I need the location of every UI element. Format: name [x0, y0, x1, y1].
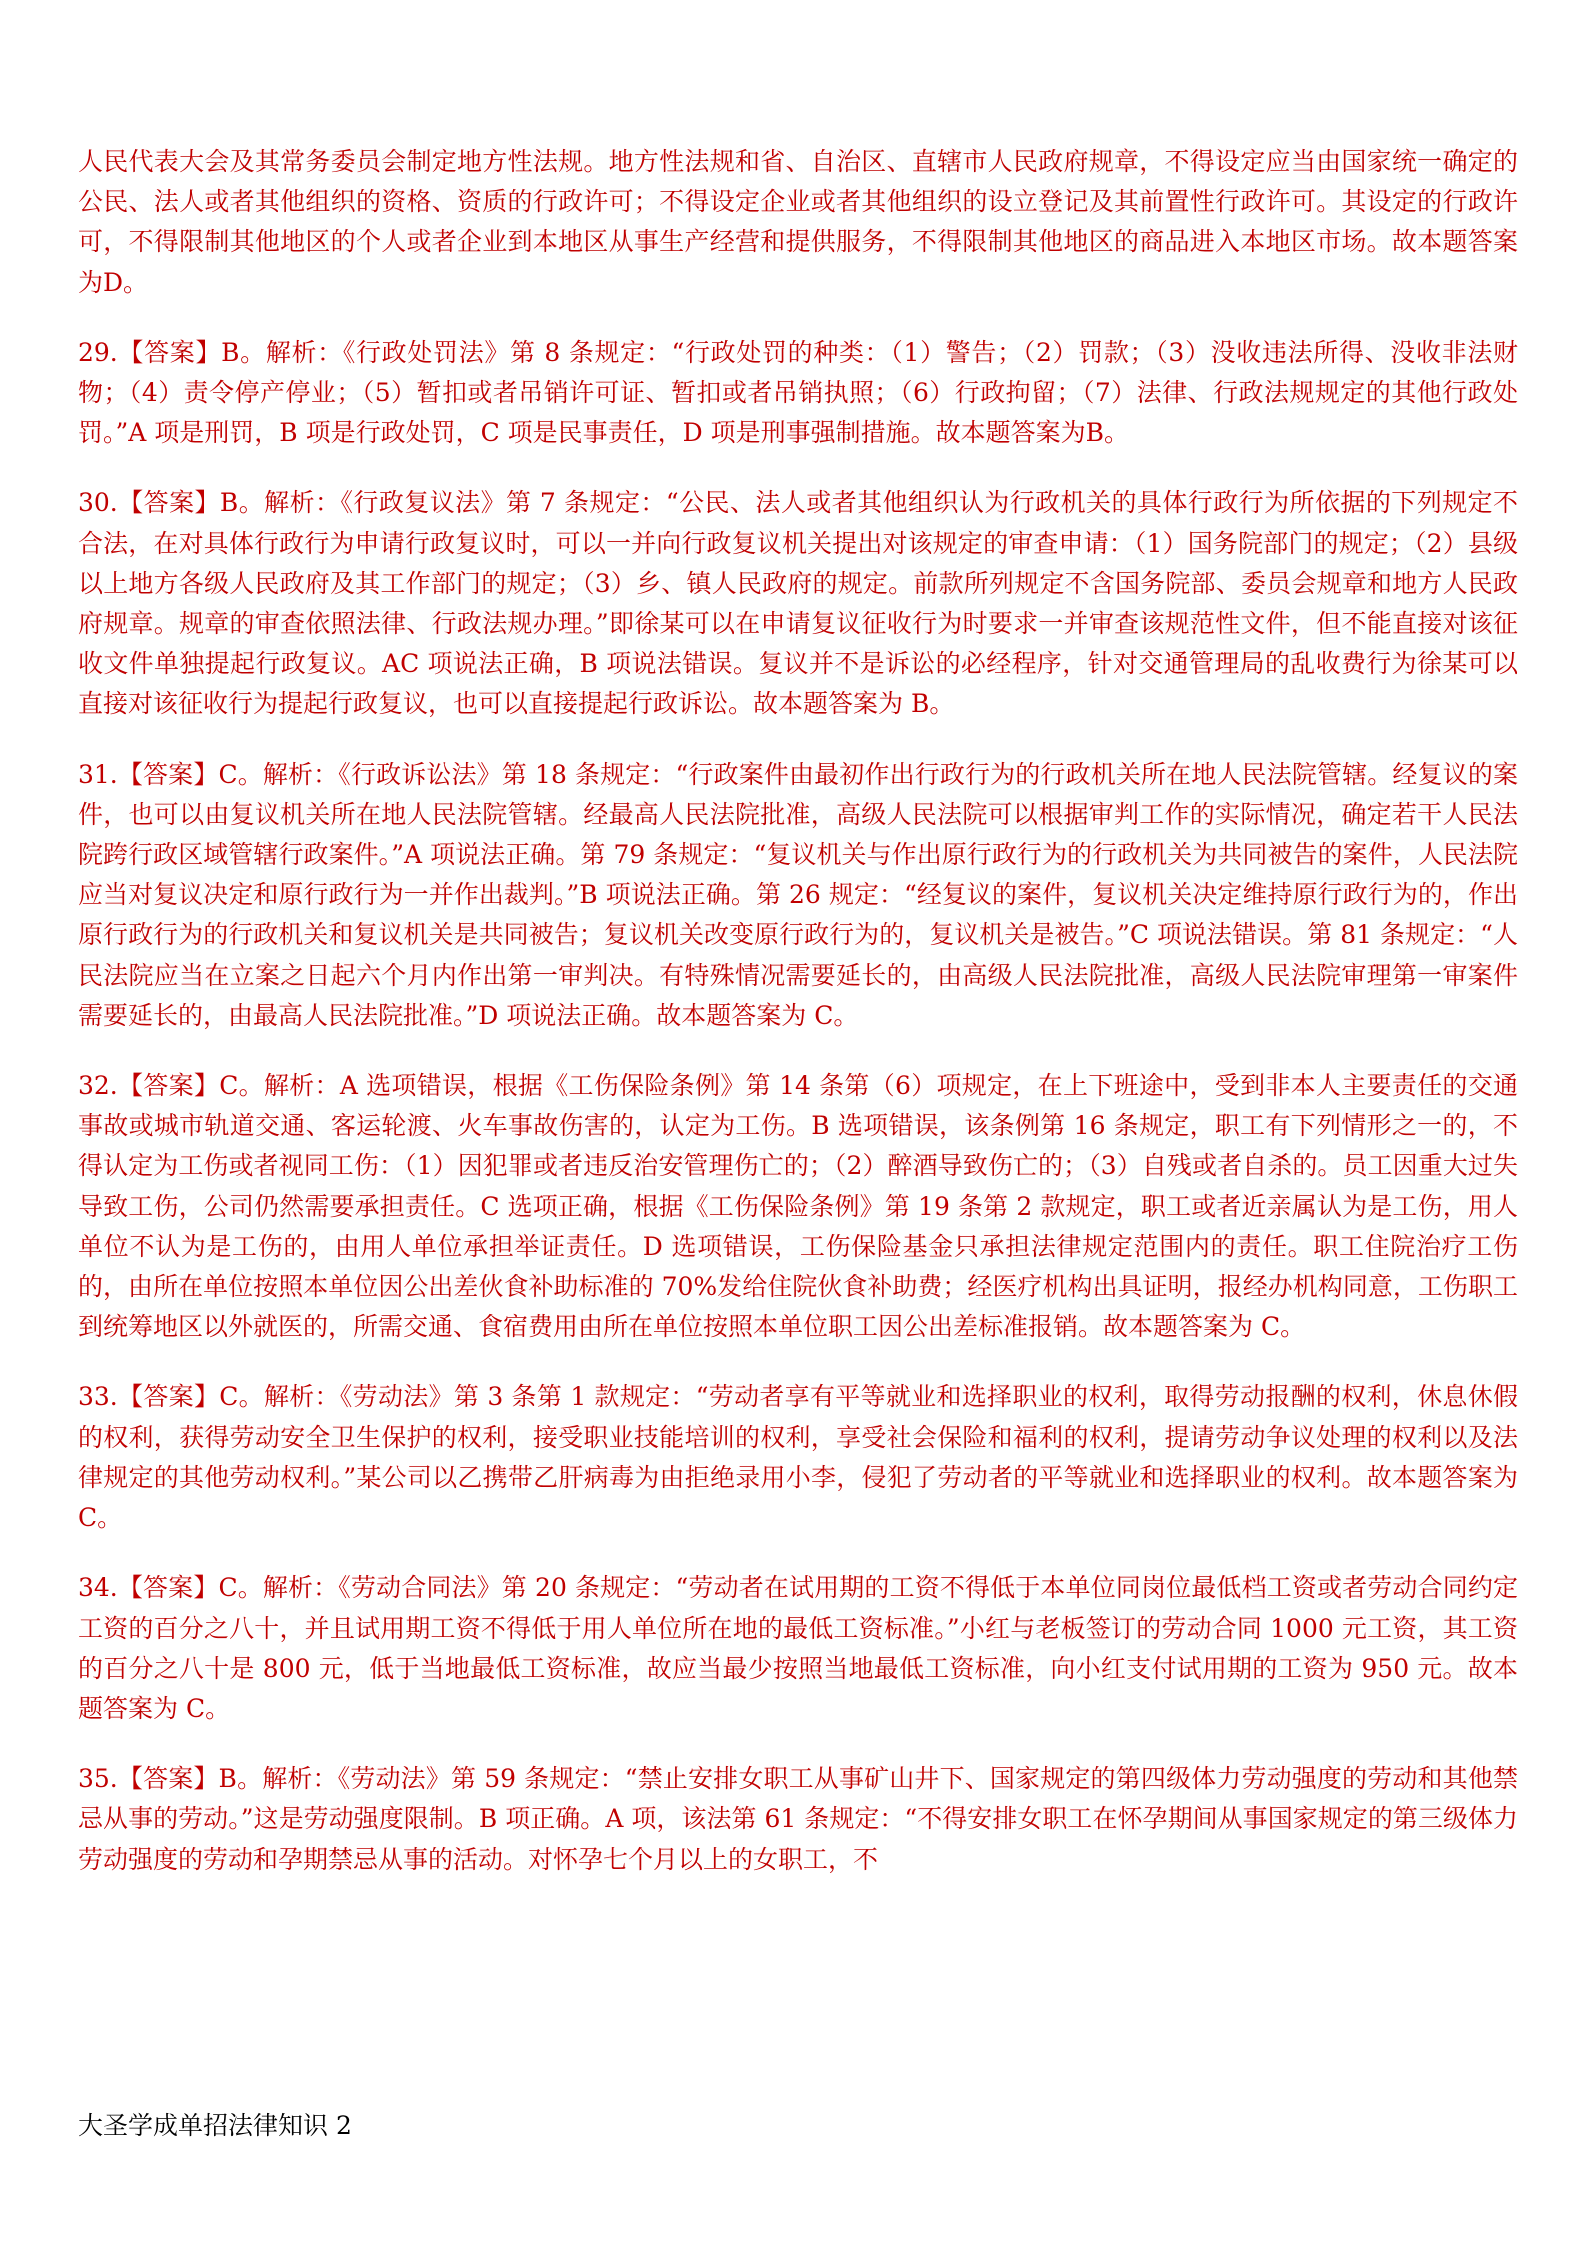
paragraph-q35: 35.【答案】B。解析：《劳动法》第 59 条规定：“禁止安排女职工从事矿山井下、国家规定的第四级体力劳动强度的劳动和其他禁忌从事的劳动。”这是劳动强度限制。B 项正确。A 项，该法第 61 条规定：“不得安排女职工在怀孕期间从事国家规定的第三级体力劳动强度的劳动和孕期禁忌从事的活动。对怀孕七个月以上的女职工，不 — [78, 1764, 1518, 1874]
paragraph-q32: 32.【答案】C。解析：A 选项错误，根据《工伤保险条例》第 14 条第（6）项规定，在上下班途中，受到非本人主要责任的交通事故或城市轨道交通、客运轮渡、火车事故伤害的，认定为工伤。B 选项错误，该条例第 16 条规定，职工有下列情形之一的，不得认定为工伤或者视同工伤：（1）因犯罪或者违反治安管理伤亡的；（2）醉酒导致伤亡的；（3）自残或者自杀的。员工因重大过失导致工伤，公司仍然需要承担责任。C 选项正确，根据《工伤保险条例》第 19 条第 2 款规定，职工或者近亲属认为是工伤，用人单位不认为是工伤的，由用人单位承担举证责任。D 选项错误，工伤保险基金只承担法律规定范围内的责任。职工住院治疗工伤的，由所在单位按照本单位因公出差伙食补助标准的 70%发给住院伙食补助费；经医疗机构出具证明，报经办机构同意，工伤职工到统筹地区以外就医的，所需交通、食宿费用由所在单位按照本单位职工因公出差标准报销。故本题答案为 C。 — [78, 1071, 1518, 1342]
paragraph-q28-continuation: 人民代表大会及其常务委员会制定地方性法规。地方性法规和省、自治区、直辖市人民政府规章，不得设定应当由国家统一确定的公民、法人或者其他组织的资格、资质的行政许可；不得设定企业或者其他组织的设立登记及其前置性行政许可。其设定的行政许可，不得限制其他地区的个人或者企业到本地区从事生产经营和提供服务，不得限制其他地区的商品进入本地区市场。故本题答案为D。 — [78, 147, 1518, 297]
paragraph-q33: 33.【答案】C。解析：《劳动法》第 3 条第 1 款规定：“劳动者享有平等就业和选择职业的权利，取得劳动报酬的权利，休息休假的权利，获得劳动安全卫生保护的权利，接受职业技能培训的权利，享受社会保险和福利的权利，提请劳动争议处理的权利以及法律规定的其他劳动权利。”某公司以乙携带乙肝病毒为由拒绝录用小李，侵犯了劳动者的平等就业和选择职业的权利。故本题答案为C。 — [78, 1382, 1518, 1533]
paragraph-q30: 30.【答案】B。解析：《行政复议法》第 7 条规定：“公民、法人或者其他组织认为行政机关的具体行政行为所依据的下列规定不合法，在对具体行政行为申请行政复议时，可以一并向行政复议机关提出对该规定的审查申请：（1）国务院部门的规定；（2）县级以上地方各级人民政府及其工作部门的规定；（3）乡、镇人民政府的规定。前款所列规定不含国务院部、委员会规章和地方人民政府规章。规章的审查依照法律、行政法规办理。”即徐某可以在申请复议征收行为时要求一并审查该规范性文件，但不能直接对该征收文件单独提起行政复议。AC 项说法正确，B 项说法错误。复议并不是诉讼的必经程序，针对交通管理局的乱收费行为徐某可以直接对该征收行为提起行政复议，也可以直接提起行政诉讼。故本题答案为 B。 — [78, 488, 1518, 719]
document-body — [78, 142, 1518, 1910]
paragraph-q34: 34.【答案】C。解析：《劳动合同法》第 20 条规定：“劳动者在试用期的工资不得低于本单位同岗位最低档工资或者劳动合同约定工资的百分之八十，并且试用期工资不得低于用人单位所在地的最低工资标准。”小红与老板签订的劳动合同 1000 元工资，其工资的百分之八十是 800 元，低于当地最低工资标准，故应当最少按照当地最低工资标准，向小红支付试用期的工资为 950 元。故本题答案为 C。 — [78, 1573, 1518, 1723]
paragraph-q29: 29.【答案】B。解析：《行政处罚法》第 8 条规定：“行政处罚的种类：（1）警告；（2）罚款；（3）没收违法所得、没收非法财物；（4）责令停产停业；（5）暂扣或者吊销许可证、暂扣或者吊销执照；（6）行政拘留；（7）法律、行政法规规定的其他行政处罚。”A 项是刑罚，B 项是行政处罚，C 项是民事责任，D 项是刑事强制措施。故本题答案为B。 — [78, 337, 1518, 448]
page-footer: 大圣学成单招法律知识 2 — [78, 2111, 352, 2140]
paragraph-q31: 31.【答案】C。解析：《行政诉讼法》第 18 条规定：“行政案件由最初作出行政行为的行政机关所在地人民法院管辖。经复议的案件，也可以由复议机关所在地人民法院管辖。经最高人民法院批准，高级人民法院可以根据审判工作的实际情况，确定若干人民法院跨行政区域管辖行政案件。”A 项说法正确。第 79 条规定：“复议机关与作出原行政行为的行政机关为共同被告的案件，人民法院应当对复议决定和原行政行为一并作出裁判。”B 项说法正确。第 26 规定：“经复议的案件，复议机关决定维持原行政行为的，作出原行政行为的行政机关和复议机关是共同被告；复议机关改变原行政行为的，复议机关是被告。”C 项说法错误。第 81 条规定：“人民法院应当在立案之日起六个月内作出第一审判决。有特殊情况需要延长的，由高级人民法院批准，高级人民法院审理第一审案件需要延长的，由最高人民法院批准。”D 项说法正确。故本题答案为 C。 — [78, 759, 1518, 1030]
